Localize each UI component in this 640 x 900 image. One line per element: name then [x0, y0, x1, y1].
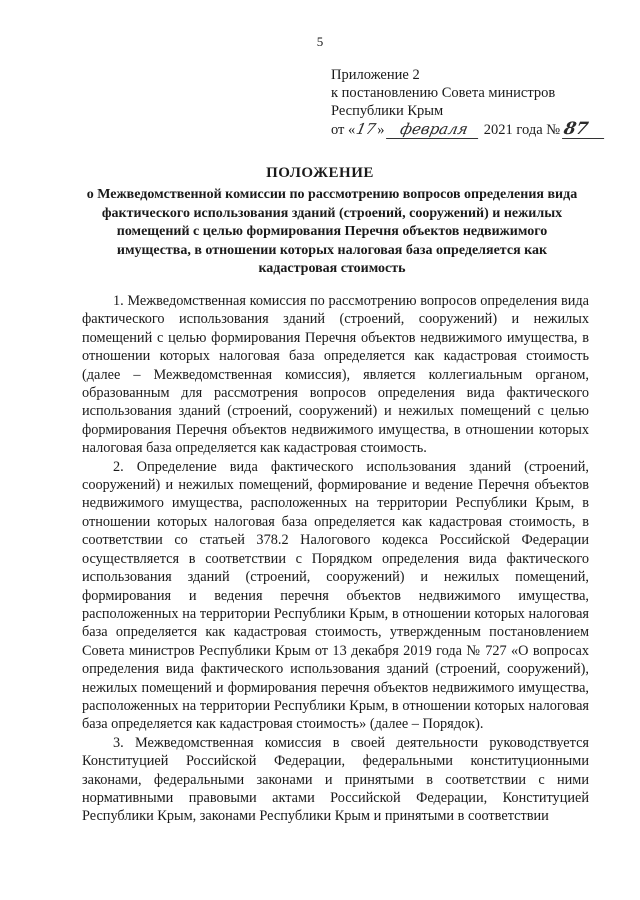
- handwritten-decree-number: 87: [562, 120, 608, 139]
- appendix-header: [331, 66, 621, 139]
- paragraph-2: 2. Определение вида фактического использования зданий (строений, сооружений) и нежилых помещений, формирование и ведение Перечня объектов недвижимого имущества, расположенных на территории Республики Крым, в отношении которых налоговая база определяется как кадастровая стоимость, в соответствии со статьей 378.2 Налогового кодекса Российской Федерации осуществляется в соответствии с Порядком определения вида фактического использования зданий (строений, сооружений) и нежилых помещений, формирования и ведения перечня объектов недвижимого имущества, расположенных на территории Республики Крым, в отношении которых налоговая база определяется как кадастровая стоимость, утвержденным постановлением Совета министров Республики Крым от 13 декабря 2019 года № 727 «О вопросах определения вида фактического использования зданий (строений, сооружений), нежилых помещений и формирования перечня объектов недвижимого имущества, расположенных на территории Республики Крым, в отношении которых налоговая база определяется как кадастровая стоимость» (далее – Порядок).: [82, 458, 589, 733]
- decree-date-line: [331, 120, 621, 139]
- appendix-line-2: к постановлению Совета министров: [331, 85, 556, 101]
- handwritten-day: 17: [354, 120, 378, 138]
- document-title: ПОЛОЖЕНИЕ: [266, 165, 374, 181]
- appendix-line-3: Республики Крым: [331, 103, 444, 119]
- date-prefix: от «: [331, 122, 356, 138]
- year-text: 2021 года №: [483, 122, 561, 138]
- handwritten-month: февраля: [386, 120, 482, 139]
- paragraph-1: 1. Межведомственная комиссия по рассмотрению вопросов определения вида фактического использования зданий (строений, сооружений) и нежилых помещений с целью формирования Перечня объектов недвижимого имущества, в отношении которых налоговая база определяется как кадастровая стоимость (далее – Межведомственная комиссия), является коллегиальным органом, образованным для рассмотрения вопросов определения вида фактического использования зданий (строений, сооружений) и нежилых помещений с целью формирования Перечня объектов недвижимого имущества, в отношении которых налоговая база определяется как кадастровая стоимость.: [82, 293, 589, 457]
- document-subtitle: о Межведомственной комиссии по рассмотрению вопросов определения вида фактического использования зданий (строений, сооружений) и нежилых помещений с целью формирования Перечня объектов недвижимого имущества, в отношении которых налоговая база определяется как кадастровая стоимость: [86, 187, 578, 276]
- paragraph-3: 3. Межведомственная комиссия в своей деятельности руководствуется Конституцией Российской Федерации, федеральными конституционными законами, федеральными законами и принятыми в соответствии с ними нормативными правовыми актами Российской Федерации, Конституцией Республики Крым, законами Республики Крым и принятыми в соответствии: [82, 734, 589, 825]
- page-number: 5: [316, 34, 324, 49]
- date-quote-close: »: [377, 122, 385, 138]
- appendix-line-1: Приложение 2: [331, 67, 420, 83]
- document-body: [82, 292, 589, 826]
